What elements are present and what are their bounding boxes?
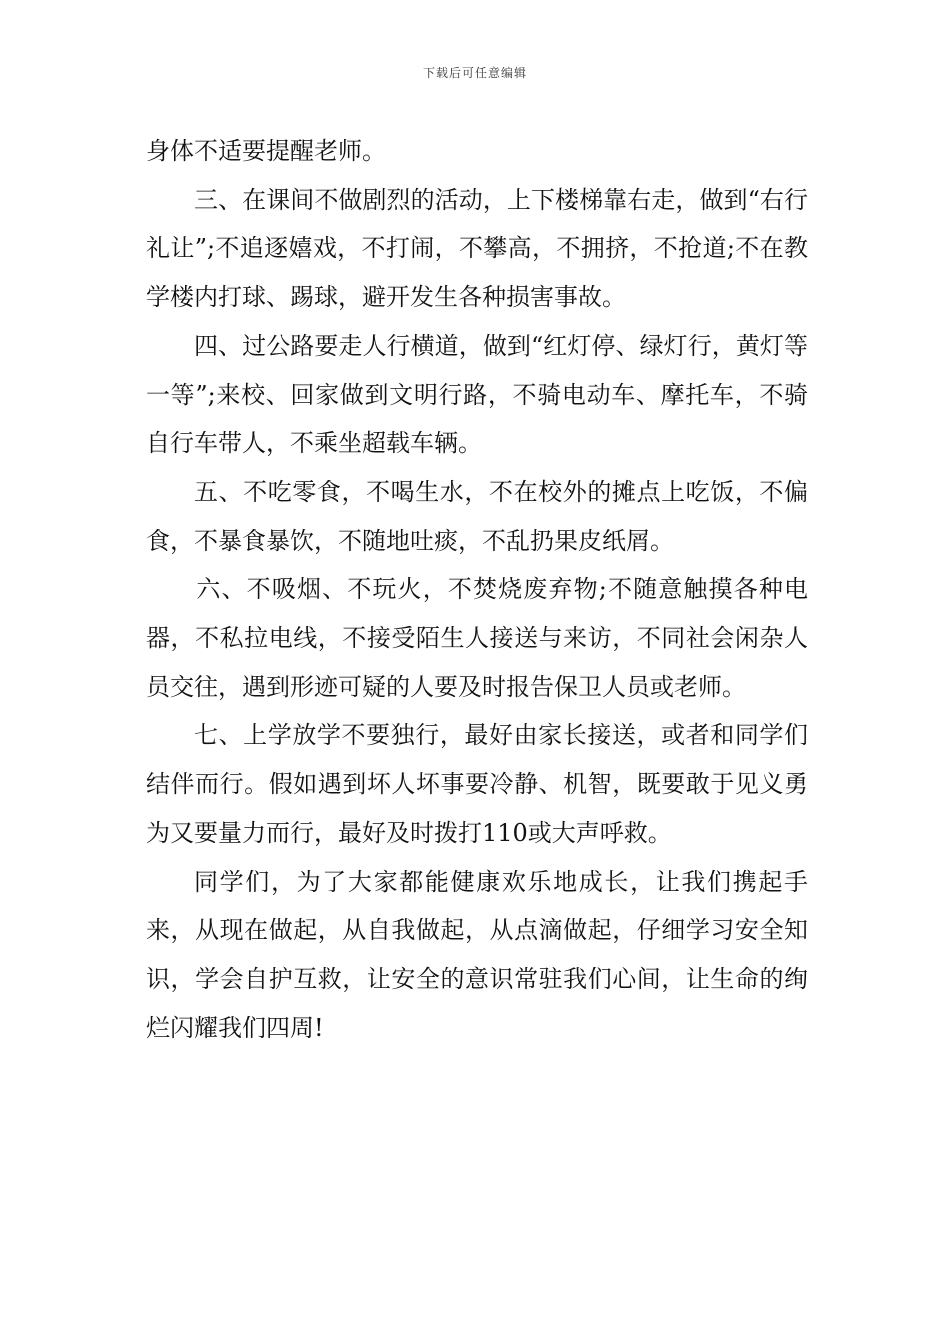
page-header: 下载后可任意编辑 (422, 66, 527, 80)
paragraph-item-5: 五、不吃零食，不喝生水，不在校外的摊点上吃饭，不偏食，不暴食暴饮，不随地吐痰，不乱扔果皮纸屑。 (146, 477, 808, 555)
paragraph-item-3: 三、在课间不做剧烈的活动，上下楼梯靠右走，做到“右行礼让”;不追逐嬉戏，不打闹，不攀高，不拥挤，不抢道;不在教学楼内打球、踢球，避开发生各种损害事故。 (146, 185, 808, 312)
paragraph-item-7: 七、上学放学不要独行，最好由家长接送，或者和同学们结伴而行。假如遇到坏人坏事要冷静、机智，既要敢于见义勇为又要量力而行，最好及时拨打110或大声呼救。 (146, 721, 808, 847)
paragraph-item-6: 六、不吸烟、不玩火，不焚烧废弃物;不随意触摸各种电器，不私拉电线，不接受陌生人接送与来访，不同社会闲杂人员交往，遇到形迹可疑的人要及时报告保卫人员或老师。 (146, 575, 808, 701)
paragraph-closing: 同学们，为了大家都能健康欢乐地成长，让我们携起手来，从现在做起，从自我做起，从点滴做起，仔细学习安全知识，学会自护互救，让安全的意识常驻我们心间，让生命的绚烂闪耀我们四周! (146, 867, 808, 1042)
document-body (146, 127, 808, 1052)
paragraph-item-4: 四、过公路要走人行横道，做到“红灯停、绿灯行，黄灯等一等”;来校、回家做到文明行路，不骑电动车、摩托车，不骑自行车带人，不乘坐超载车辆。 (146, 331, 808, 458)
paragraph-continuation: 身体不适要提醒老师。 (146, 137, 386, 165)
